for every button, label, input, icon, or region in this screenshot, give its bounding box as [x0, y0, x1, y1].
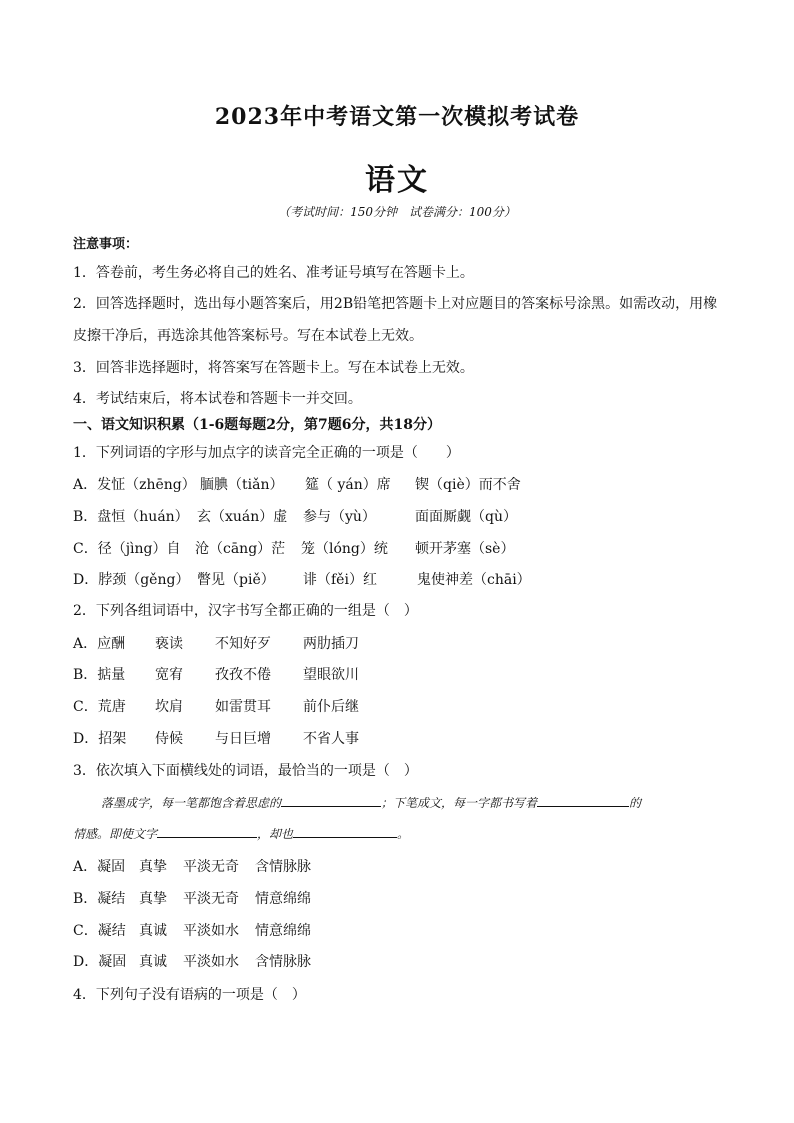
option-item: 腼腆（tiǎn） — [200, 477, 284, 493]
option-item: 平淡无奇 — [183, 891, 239, 907]
option-item: 宽宥 — [155, 667, 183, 683]
notice-item: 2．回答选择题时，选出每小题答案后，用2B铅笔把答题卡上对应题目的答案标号涂黑。如需改动，用橡 — [73, 296, 718, 312]
option-item: 两肋插刀 — [303, 636, 359, 652]
question-stem: 4．下列句子没有语病的一项是（ ） — [73, 987, 306, 1003]
option-item: 含情脉脉 — [255, 859, 311, 875]
option-label: D．凝固 — [73, 954, 127, 970]
option-item: 玄（xuán）虚 — [197, 509, 288, 525]
option-item: 望眼欲川 — [303, 667, 359, 683]
option-item: 沧（cāng）茫 — [195, 541, 286, 557]
option-item: 不知好歹 — [215, 636, 271, 652]
option-item: 真诚 — [139, 923, 167, 939]
fill-blank — [281, 795, 381, 807]
passage-text: 的 — [629, 796, 642, 810]
section-heading: 一、语文知识积累（1-6题每题2分，第7题6分，共18分） — [73, 417, 441, 433]
option-item: 真诚 — [139, 954, 167, 970]
notice-item: 3．回答非选择题时，将答案写在答题卡上。写在本试卷上无效。 — [73, 360, 474, 376]
option-item: 顿开茅塞（sè） — [415, 541, 515, 557]
option-item: 亵读 — [155, 636, 183, 652]
option-item: 含情脉脉 — [255, 954, 311, 970]
notice-item: 皮擦干净后，再选涂其他答案标号。写在本试卷上无效。 — [73, 328, 423, 344]
passage-text: 情感。即使文字 — [73, 827, 158, 841]
option-label: B．掂量 — [73, 667, 126, 683]
option-item: 侍候 — [155, 731, 183, 747]
question-stem: 1．下列词语的字形与加点字的读音完全正确的一项是（ ） — [73, 445, 460, 461]
option-label: A．凝固 — [73, 859, 126, 875]
option-item: 平淡如水 — [183, 923, 239, 939]
option-item: 平淡无奇 — [183, 859, 239, 875]
fill-blank — [157, 826, 257, 838]
passage-text: ，却也 — [257, 827, 294, 841]
option-item: 坎肩 — [155, 699, 183, 715]
option-label: C．凝结 — [73, 923, 126, 939]
option-label: B．凝结 — [73, 891, 126, 907]
option-item: 情意绵绵 — [255, 923, 311, 939]
question-stem: 2．下列各组词语中，汉字书写全都正确的一组是（ ） — [73, 603, 418, 619]
fill-blank — [293, 826, 397, 838]
passage-text: ；下笔成文，每一字都书写着 — [381, 796, 538, 810]
option-item: 诽（fěi）红 — [303, 572, 377, 588]
passage-text: 。 — [397, 827, 410, 841]
question-stem: 3．依次填入下面横线处的词语，最恰当的一项是（ ） — [73, 763, 418, 779]
option-label: A．应酬 — [73, 636, 126, 652]
option-item: 真挚 — [139, 891, 167, 907]
option-label: C．荒唐 — [73, 699, 126, 715]
option-item: 情意绵绵 — [255, 891, 311, 907]
option-item: 笼（lóng）统 — [301, 541, 388, 557]
passage-text: 落墨成字，每一笔都饱含着思虑的 — [101, 796, 282, 810]
passage-line — [101, 794, 641, 811]
option-item: 如雷贯耳 — [215, 699, 271, 715]
exam-title: 2023年中考语文第一次模拟考试卷 — [214, 104, 580, 130]
option-item: 锲（qiè）而不舍 — [415, 477, 521, 493]
option-item: 瞥见（piě） — [197, 572, 275, 588]
notice-item: 1．答卷前，考生务必将自己的姓名、准考证号填写在答题卡上。 — [73, 265, 474, 281]
passage-line — [73, 825, 409, 842]
option-label: D．脖颈（gěng） — [73, 572, 190, 588]
option-item: 真挚 — [139, 859, 167, 875]
option-label: A．发怔（zhēng） — [73, 477, 196, 493]
subject-heading: 语文 — [365, 163, 429, 198]
option-item: 与日巨增 — [215, 731, 271, 747]
option-item: 筵（ yán）席 — [305, 477, 391, 493]
option-item: 前仆后继 — [303, 699, 359, 715]
option-item: 鬼使神差（chāi） — [417, 572, 531, 588]
option-item: 孜孜不倦 — [215, 667, 271, 683]
option-label: C．径（jìng）自 — [73, 541, 181, 557]
option-item: 参与（yù） — [303, 509, 376, 525]
option-item: 面面厮觑（qù） — [415, 509, 517, 525]
notice-item: 4．考试结束后，将本试卷和答题卡一并交回。 — [73, 391, 362, 407]
option-item: 平淡如水 — [183, 954, 239, 970]
notice-heading: 注意事项： — [73, 237, 139, 252]
fill-blank — [537, 795, 629, 807]
option-label: B．盘恒（huán） — [73, 509, 189, 525]
option-label: D．招架 — [73, 731, 127, 747]
option-item: 不省人事 — [303, 731, 359, 747]
exam-info: （考试时间：150分钟 试卷满分：100分） — [278, 205, 516, 219]
